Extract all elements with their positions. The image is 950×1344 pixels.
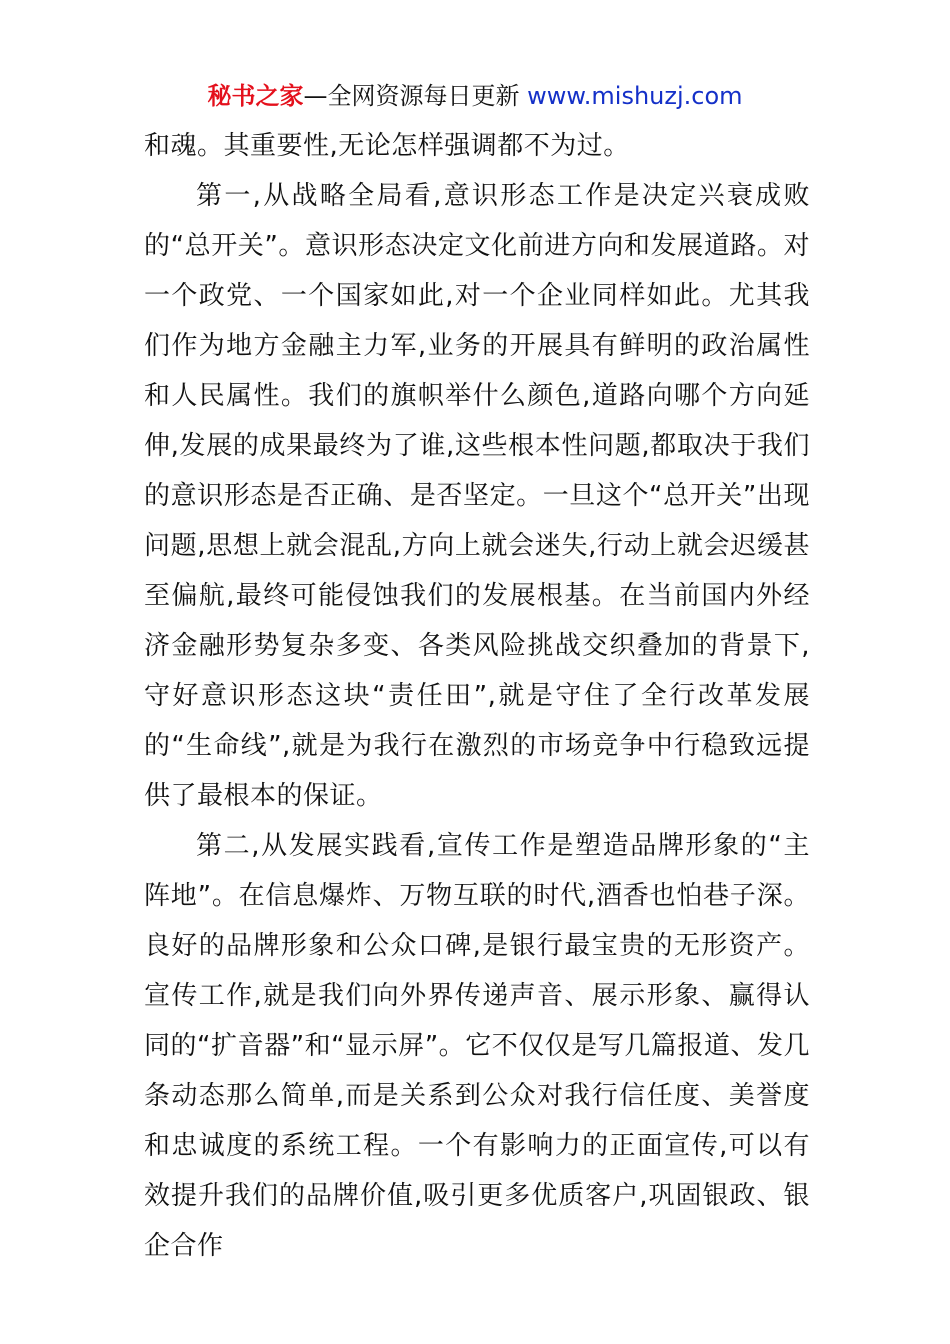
page-header [0, 80, 950, 112]
paragraph-continuation: 和魂。其重要性,无论怎样强调都不为过。 [144, 131, 630, 161]
document-body [144, 121, 810, 1271]
paragraph-first-point: 第一,从战略全局看,意识形态工作是决定兴衰成败的“总开关”。意识形态决定文化前进方向和发展道路。对一个政党、一个国家如此,对一个企业同样如此。尤其我们作为地方金融主力军,业务的开展具有鲜明的政治属性和人民属性。我们的旗帜举什么颜色,道路向哪个方向延伸,发展的成果最终为了谁,这些根本性问题,都取决于我们的意识形态是否正确、是否坚定。一旦这个“总开关”出现问题,思想上就会混乱,方向上就会迷失,行动上就会迟缓甚至偏航,最终可能侵蚀我们的发展根基。在当前国内外经济金融形势复杂多变、各类风险挑战交织叠加的背景下,守好意识形态这块“责任田”,就是守住了全行改革发展的“生命线”,就是为我行在激烈的市场竞争中行稳致远提供了最根本的保证。 [144, 181, 810, 811]
header-tagline: —全网资源每日更新 [303, 82, 528, 110]
header-url-link[interactable]: www.mishuzj.com [527, 82, 743, 110]
paragraph-second-point: 第二,从发展实践看,宣传工作是塑造品牌形象的“主阵地”。在信息爆炸、万物互联的时代,酒香也怕巷子深。良好的品牌形象和公众口碑,是银行最宝贵的无形资产。宣传工作,就是我们向外界传递声音、展示形象、赢得认同的“扩音器”和“显示屏”。它不仅仅是写几篇报道、发几条动态那么简单,而是关系到公众对我行信任度、美誉度和忠诚度的系统工程。一个有影响力的正面宣传,可以有效提升我们的品牌价值,吸引更多优质客户,巩固银政、银企合作 [144, 831, 810, 1261]
header-brand: 秘书之家 [207, 82, 304, 110]
